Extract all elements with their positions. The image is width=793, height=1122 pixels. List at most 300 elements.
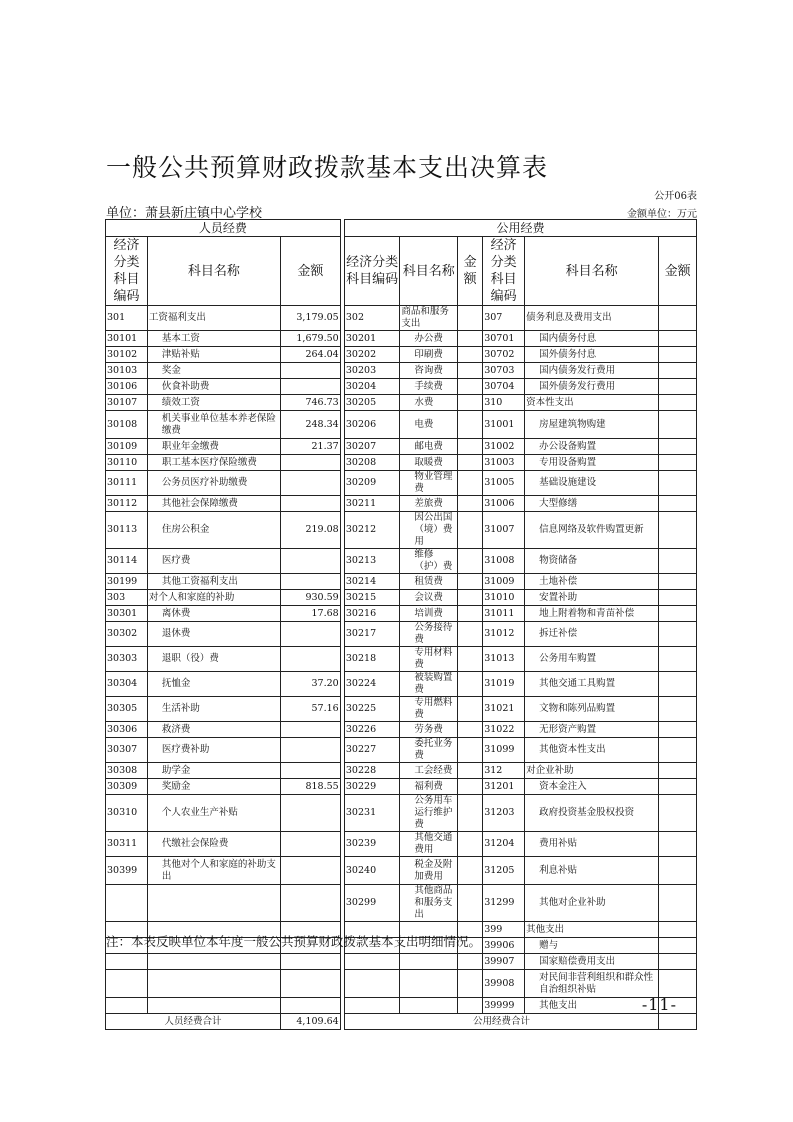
amount-cell (458, 331, 483, 347)
economic-code-cell: 30702 (483, 347, 525, 363)
item-name-cell (147, 885, 280, 922)
item-name-cell: 差旅费 (400, 496, 458, 512)
item-name-cell: 其他社会保障缴费 (147, 496, 280, 512)
economic-code-cell: 39907 (483, 954, 525, 970)
amount-cell (659, 647, 697, 672)
item-name-cell: 职工基本医疗保险缴费 (147, 455, 280, 471)
economic-code-cell: 30215 (344, 590, 400, 606)
economic-code-cell: 30205 (344, 395, 400, 411)
amount-cell (458, 857, 483, 885)
amount-header: 金额 (659, 237, 697, 306)
amount-cell (458, 496, 483, 512)
amount-cell (280, 363, 340, 379)
table-row (106, 512, 697, 549)
economic-code-cell: 30311 (106, 832, 148, 857)
item-name-cell: 被装购置费 (400, 672, 458, 697)
table-row (106, 857, 697, 885)
amount-cell: 248.34 (280, 411, 340, 439)
amount-cell: 219.08 (280, 512, 340, 549)
item-name-cell: 工资福利支出 (147, 306, 280, 331)
economic-code-cell: 31203 (483, 795, 525, 832)
amount-cell (458, 672, 483, 697)
amount-cell (280, 496, 340, 512)
item-name-cell (400, 954, 458, 970)
item-name-cell: 伙食补助费 (147, 379, 280, 395)
economic-code-cell: 31012 (483, 622, 525, 647)
item-name-cell: 委托业务费 (400, 738, 458, 763)
item-name-cell: 住房公积金 (147, 512, 280, 549)
amount-cell (458, 590, 483, 606)
item-name-cell: 印刷费 (400, 347, 458, 363)
amount-cell (659, 857, 697, 885)
item-name-cell: 物资储备 (525, 549, 659, 574)
item-name-cell: 医疗费补助 (147, 738, 280, 763)
item-name-cell (400, 998, 458, 1014)
item-name-cell: 维修（护）费 (400, 549, 458, 574)
personnel-total-label: 人员经费合计 (106, 1014, 281, 1030)
economic-code-cell: 30206 (344, 411, 400, 439)
amount-cell (280, 954, 340, 970)
table-row (106, 306, 697, 331)
table-row (106, 779, 697, 795)
economic-code-cell: 30299 (344, 885, 400, 922)
amount-cell (659, 954, 697, 970)
amount-cell (458, 363, 483, 379)
money-unit: 金额单位：万元 (627, 209, 697, 220)
amount-cell (280, 857, 340, 885)
item-name-cell: 专用材料费 (400, 647, 458, 672)
item-name-cell: 公务接待费 (400, 622, 458, 647)
economic-code-cell: 30226 (344, 722, 400, 738)
amount-cell (659, 363, 697, 379)
economic-code-cell: 303 (106, 590, 148, 606)
totals-row (106, 1014, 697, 1030)
amount-cell (659, 763, 697, 779)
amount-cell (280, 970, 340, 998)
table-row (106, 411, 697, 439)
amount-cell (659, 331, 697, 347)
economic-code-cell (106, 954, 148, 970)
item-name-cell: 国内债务付息 (525, 331, 659, 347)
economic-code-cell (106, 885, 148, 922)
amount-cell (659, 672, 697, 697)
economic-code-cell (344, 970, 400, 998)
amount-cell (659, 379, 697, 395)
economic-code-cell: 30305 (106, 697, 148, 722)
amount-cell (659, 606, 697, 622)
economic-code-cell: 30240 (344, 857, 400, 885)
item-name-cell: 公务员医疗补助缴费 (147, 471, 280, 496)
item-name-cell: 咨询费 (400, 363, 458, 379)
item-name-cell: 退职（役）费 (147, 647, 280, 672)
economic-code-cell (106, 970, 148, 998)
item-name-cell: 专用设备购置 (525, 455, 659, 471)
item-name-cell: 租赁费 (400, 574, 458, 590)
item-name-cell: 工会经费 (400, 763, 458, 779)
economic-code-cell: 30399 (106, 857, 148, 885)
economic-code-cell: 30212 (344, 512, 400, 549)
item-name-cell: 水费 (400, 395, 458, 411)
amount-cell (458, 697, 483, 722)
amount-cell: 3,179.05 (280, 306, 340, 331)
economic-code-cell: 31099 (483, 738, 525, 763)
personnel-header: 人员经费 (106, 220, 341, 237)
amount-cell (659, 439, 697, 455)
amount-cell (659, 411, 697, 439)
amount-cell (458, 411, 483, 439)
economic-code-cell: 30228 (344, 763, 400, 779)
economic-code-cell: 302 (344, 306, 400, 331)
amount-cell (659, 395, 697, 411)
item-name-cell: 其他工资福利支出 (147, 574, 280, 590)
economic-code-cell: 31299 (483, 885, 525, 922)
economic-code-cell: 301 (106, 306, 148, 331)
economic-code-cell: 31201 (483, 779, 525, 795)
table-row (106, 549, 697, 574)
item-name-cell: 国内债务发行费用 (525, 363, 659, 379)
amount-cell (458, 395, 483, 411)
amount-cell (659, 306, 697, 331)
item-name-cell: 对个人和家庭的补助 (147, 590, 280, 606)
item-name-cell: 劳务费 (400, 722, 458, 738)
table-row (106, 379, 697, 395)
item-name-cell: 国家赔偿费用支出 (525, 954, 659, 970)
table-row (106, 970, 697, 998)
economic-code-cell: 31013 (483, 647, 525, 672)
economic-code-cell: 30106 (106, 379, 148, 395)
economic-code-cell: 30201 (344, 331, 400, 347)
amount-cell (659, 795, 697, 832)
item-name-cell: 办公设备购置 (525, 439, 659, 455)
economic-code-cell: 30207 (344, 439, 400, 455)
amount-cell (280, 622, 340, 647)
item-name-cell: 资本性支出 (525, 395, 659, 411)
page-title: 一般公共预算财政拨款基本支出决算表 (106, 153, 549, 182)
amount-cell (659, 779, 697, 795)
economic-code-cell: 31009 (483, 574, 525, 590)
amount-cell (458, 347, 483, 363)
table-row (106, 363, 697, 379)
amount-cell (659, 922, 697, 938)
table-row (106, 998, 697, 1014)
economic-code-cell: 30209 (344, 471, 400, 496)
table-row (106, 395, 697, 411)
economic-code-cell: 31005 (483, 471, 525, 496)
item-name-cell: 代缴社会保险费 (147, 832, 280, 857)
amount-cell (659, 622, 697, 647)
item-name-cell (147, 970, 280, 998)
economic-code-cell: 30239 (344, 832, 400, 857)
amount-cell (458, 998, 483, 1014)
item-name-cell: 邮电费 (400, 439, 458, 455)
amount-cell (659, 697, 697, 722)
amount-cell (280, 379, 340, 395)
amount-cell (659, 970, 697, 998)
item-name-cell: 安置补助 (525, 590, 659, 606)
amount-cell: 818.55 (280, 779, 340, 795)
amount-cell (458, 885, 483, 922)
name-header: 科目名称 (525, 237, 659, 306)
amount-cell (659, 471, 697, 496)
amount-cell (280, 795, 340, 832)
item-name-cell: 国外债务发行费用 (525, 379, 659, 395)
table-row (106, 622, 697, 647)
amount-cell (458, 439, 483, 455)
table-row (106, 471, 697, 496)
economic-code-cell: 30101 (106, 331, 148, 347)
item-name-cell: 奖金 (147, 363, 280, 379)
public-total-value (659, 1014, 697, 1030)
item-name-cell: 资本金注入 (525, 779, 659, 795)
amount-cell: 17.68 (280, 606, 340, 622)
page-number: -11- (641, 995, 677, 1014)
amount-cell (458, 306, 483, 331)
economic-code-cell: 31019 (483, 672, 525, 697)
table-code: 公开06表 (654, 191, 697, 202)
economic-code-cell: 30199 (106, 574, 148, 590)
amount-cell (280, 471, 340, 496)
item-name-cell: 债务利息及费用支出 (525, 306, 659, 331)
amount-cell: 264.04 (280, 347, 340, 363)
item-name-cell: 医疗费 (147, 549, 280, 574)
economic-code-cell: 30306 (106, 722, 148, 738)
item-name-cell: 其他支出 (525, 998, 659, 1014)
footnote: 注：本表反映单位本年度一般公共预算财政拨款基本支出明细情况。 (106, 934, 482, 949)
economic-code-cell: 30307 (106, 738, 148, 763)
amount-cell: 21.37 (280, 439, 340, 455)
amount-cell (659, 885, 697, 922)
economic-code-cell: 30308 (106, 763, 148, 779)
item-name-cell: 其他资本性支出 (525, 738, 659, 763)
table-row (106, 697, 697, 722)
amount-cell (280, 738, 340, 763)
table-row (106, 439, 697, 455)
economic-code-cell: 30227 (344, 738, 400, 763)
table-row (106, 722, 697, 738)
personnel-total-value: 4,109.64 (280, 1014, 340, 1030)
amount-cell (458, 722, 483, 738)
item-name-cell: 国外债务付息 (525, 347, 659, 363)
economic-code-cell: 30102 (106, 347, 148, 363)
item-name-cell: 政府投资基金股权投资 (525, 795, 659, 832)
table-row (106, 455, 697, 471)
item-name-cell: 赠与 (525, 938, 659, 954)
economic-code-cell: 30309 (106, 779, 148, 795)
item-name-cell: 其他交通工具购置 (525, 672, 659, 697)
item-name-cell: 物业管理费 (400, 471, 458, 496)
item-name-cell: 其他支出 (525, 922, 659, 938)
amount-cell (280, 763, 340, 779)
item-name-cell: 离休费 (147, 606, 280, 622)
amount-cell (280, 647, 340, 672)
economic-code-cell: 39999 (483, 998, 525, 1014)
amount-cell: 1,679.50 (280, 331, 340, 347)
economic-code-cell: 39908 (483, 970, 525, 998)
amount-cell (458, 574, 483, 590)
item-name-cell: 利息补贴 (525, 857, 659, 885)
economic-code-cell: 31006 (483, 496, 525, 512)
economic-code-cell: 31011 (483, 606, 525, 622)
economic-code-cell: 30109 (106, 439, 148, 455)
item-name-cell: 救济费 (147, 722, 280, 738)
economic-code-cell: 30211 (344, 496, 400, 512)
amount-cell (659, 738, 697, 763)
item-name-cell: 基本工资 (147, 331, 280, 347)
amount-cell (458, 970, 483, 998)
amount-cell (458, 647, 483, 672)
amount-cell (659, 512, 697, 549)
item-name-cell: 办公费 (400, 331, 458, 347)
item-name-cell: 福利费 (400, 779, 458, 795)
item-name-cell: 绩效工资 (147, 395, 280, 411)
economic-code-cell: 30302 (106, 622, 148, 647)
economic-code-cell: 30225 (344, 697, 400, 722)
economic-code-cell: 399 (483, 922, 525, 938)
economic-code-cell: 30107 (106, 395, 148, 411)
amount-cell (659, 496, 697, 512)
table-row (106, 738, 697, 763)
economic-code-cell: 31204 (483, 832, 525, 857)
table-row (106, 795, 697, 832)
economic-code-cell: 31205 (483, 857, 525, 885)
economic-code-cell: 307 (483, 306, 525, 331)
budget-table (105, 219, 697, 1030)
item-name-cell: 大型修缮 (525, 496, 659, 512)
item-name-cell (400, 970, 458, 998)
economic-code-cell (106, 998, 148, 1014)
item-name-cell: 职业年金缴费 (147, 439, 280, 455)
item-name-cell: 专用燃料费 (400, 697, 458, 722)
unit-label: 单位：萧县新庄镇中心学校 (106, 206, 263, 221)
item-name-cell: 生活补助 (147, 697, 280, 722)
item-name-cell: 拆迁补偿 (525, 622, 659, 647)
amount-cell (458, 795, 483, 832)
economic-code-cell: 30108 (106, 411, 148, 439)
public-total-label: 公用经费合计 (344, 1014, 658, 1030)
amount-cell (458, 763, 483, 779)
item-name-cell: 其他对个人和家庭的补助支出 (147, 857, 280, 885)
economic-code-cell: 30224 (344, 672, 400, 697)
amount-cell (458, 738, 483, 763)
amount-cell (659, 938, 697, 954)
amount-cell (659, 590, 697, 606)
amount-cell (280, 998, 340, 1014)
table-row (106, 763, 697, 779)
economic-code-cell: 30217 (344, 622, 400, 647)
table-row (106, 574, 697, 590)
item-name-cell: 因公出国（境）费用 (400, 512, 458, 549)
item-name-cell: 信息网络及软件购置更新 (525, 512, 659, 549)
item-name-cell: 对企业补助 (525, 763, 659, 779)
economic-code-cell: 30103 (106, 363, 148, 379)
economic-code-cell (344, 998, 400, 1014)
table-row (106, 954, 697, 970)
economic-code-cell: 30213 (344, 549, 400, 574)
amount-cell (458, 379, 483, 395)
code-header: 经济分类科目编码 (344, 237, 400, 306)
table-row (106, 606, 697, 622)
code-header: 经济分类科目编码 (483, 237, 525, 306)
amount-cell (659, 347, 697, 363)
amount-cell (280, 574, 340, 590)
economic-code-cell: 30110 (106, 455, 148, 471)
code-header: 经济分类科目编码 (106, 237, 148, 306)
item-name-cell (147, 954, 280, 970)
item-name-cell: 对民间非营利组织和群众性自治组织补贴 (525, 970, 659, 998)
amount-cell (659, 832, 697, 857)
item-name-cell: 商品和服务支出 (400, 306, 458, 331)
economic-code-cell: 310 (483, 395, 525, 411)
amount-cell (659, 574, 697, 590)
header-column-row (106, 237, 697, 306)
item-name-cell: 房屋建筑物购建 (525, 411, 659, 439)
amount-cell: 37.20 (280, 672, 340, 697)
item-name-cell: 津贴补贴 (147, 347, 280, 363)
economic-code-cell: 30112 (106, 496, 148, 512)
table-row (106, 647, 697, 672)
economic-code-cell: 30704 (483, 379, 525, 395)
economic-code-cell: 30703 (483, 363, 525, 379)
item-name-cell: 费用补贴 (525, 832, 659, 857)
amount-cell: 746.73 (280, 395, 340, 411)
economic-code-cell: 30204 (344, 379, 400, 395)
economic-code-cell: 30202 (344, 347, 400, 363)
economic-code-cell: 30303 (106, 647, 148, 672)
item-name-cell: 个人农业生产补贴 (147, 795, 280, 832)
economic-code-cell: 31001 (483, 411, 525, 439)
item-name-cell: 其他交通费用 (400, 832, 458, 857)
economic-code-cell: 312 (483, 763, 525, 779)
table-row (106, 672, 697, 697)
economic-code-cell: 31002 (483, 439, 525, 455)
item-name-cell: 基础设施建设 (525, 471, 659, 496)
table-row (106, 885, 697, 922)
economic-code-cell: 30113 (106, 512, 148, 549)
item-name-cell: 其他对企业补助 (525, 885, 659, 922)
amount-cell (659, 722, 697, 738)
item-name-cell: 退休费 (147, 622, 280, 647)
item-name-cell: 无形资产购置 (525, 722, 659, 738)
item-name-cell: 抚恤金 (147, 672, 280, 697)
economic-code-cell: 30229 (344, 779, 400, 795)
item-name-cell: 电费 (400, 411, 458, 439)
amount-cell (458, 455, 483, 471)
economic-code-cell: 30231 (344, 795, 400, 832)
economic-code-cell: 31010 (483, 590, 525, 606)
economic-code-cell: 30218 (344, 647, 400, 672)
amount-cell (280, 832, 340, 857)
amount-header: 金额 (458, 237, 483, 306)
table-row (106, 331, 697, 347)
economic-code-cell: 39906 (483, 938, 525, 954)
item-name-cell: 其他商品和服务支出 (400, 885, 458, 922)
amount-cell (458, 954, 483, 970)
amount-cell (280, 885, 340, 922)
item-name-cell: 机关事业单位基本养老保险缴费 (147, 411, 280, 439)
amount-cell (458, 606, 483, 622)
amount-cell (458, 622, 483, 647)
amount-cell (659, 455, 697, 471)
economic-code-cell: 30208 (344, 455, 400, 471)
item-name-cell: 税金及附加费用 (400, 857, 458, 885)
economic-code-cell: 30214 (344, 574, 400, 590)
name-header: 科目名称 (147, 237, 280, 306)
amount-cell (280, 455, 340, 471)
header-group-row (106, 220, 697, 237)
amount-cell: 57.16 (280, 697, 340, 722)
table-row (106, 590, 697, 606)
name-header: 科目名称 (400, 237, 458, 306)
